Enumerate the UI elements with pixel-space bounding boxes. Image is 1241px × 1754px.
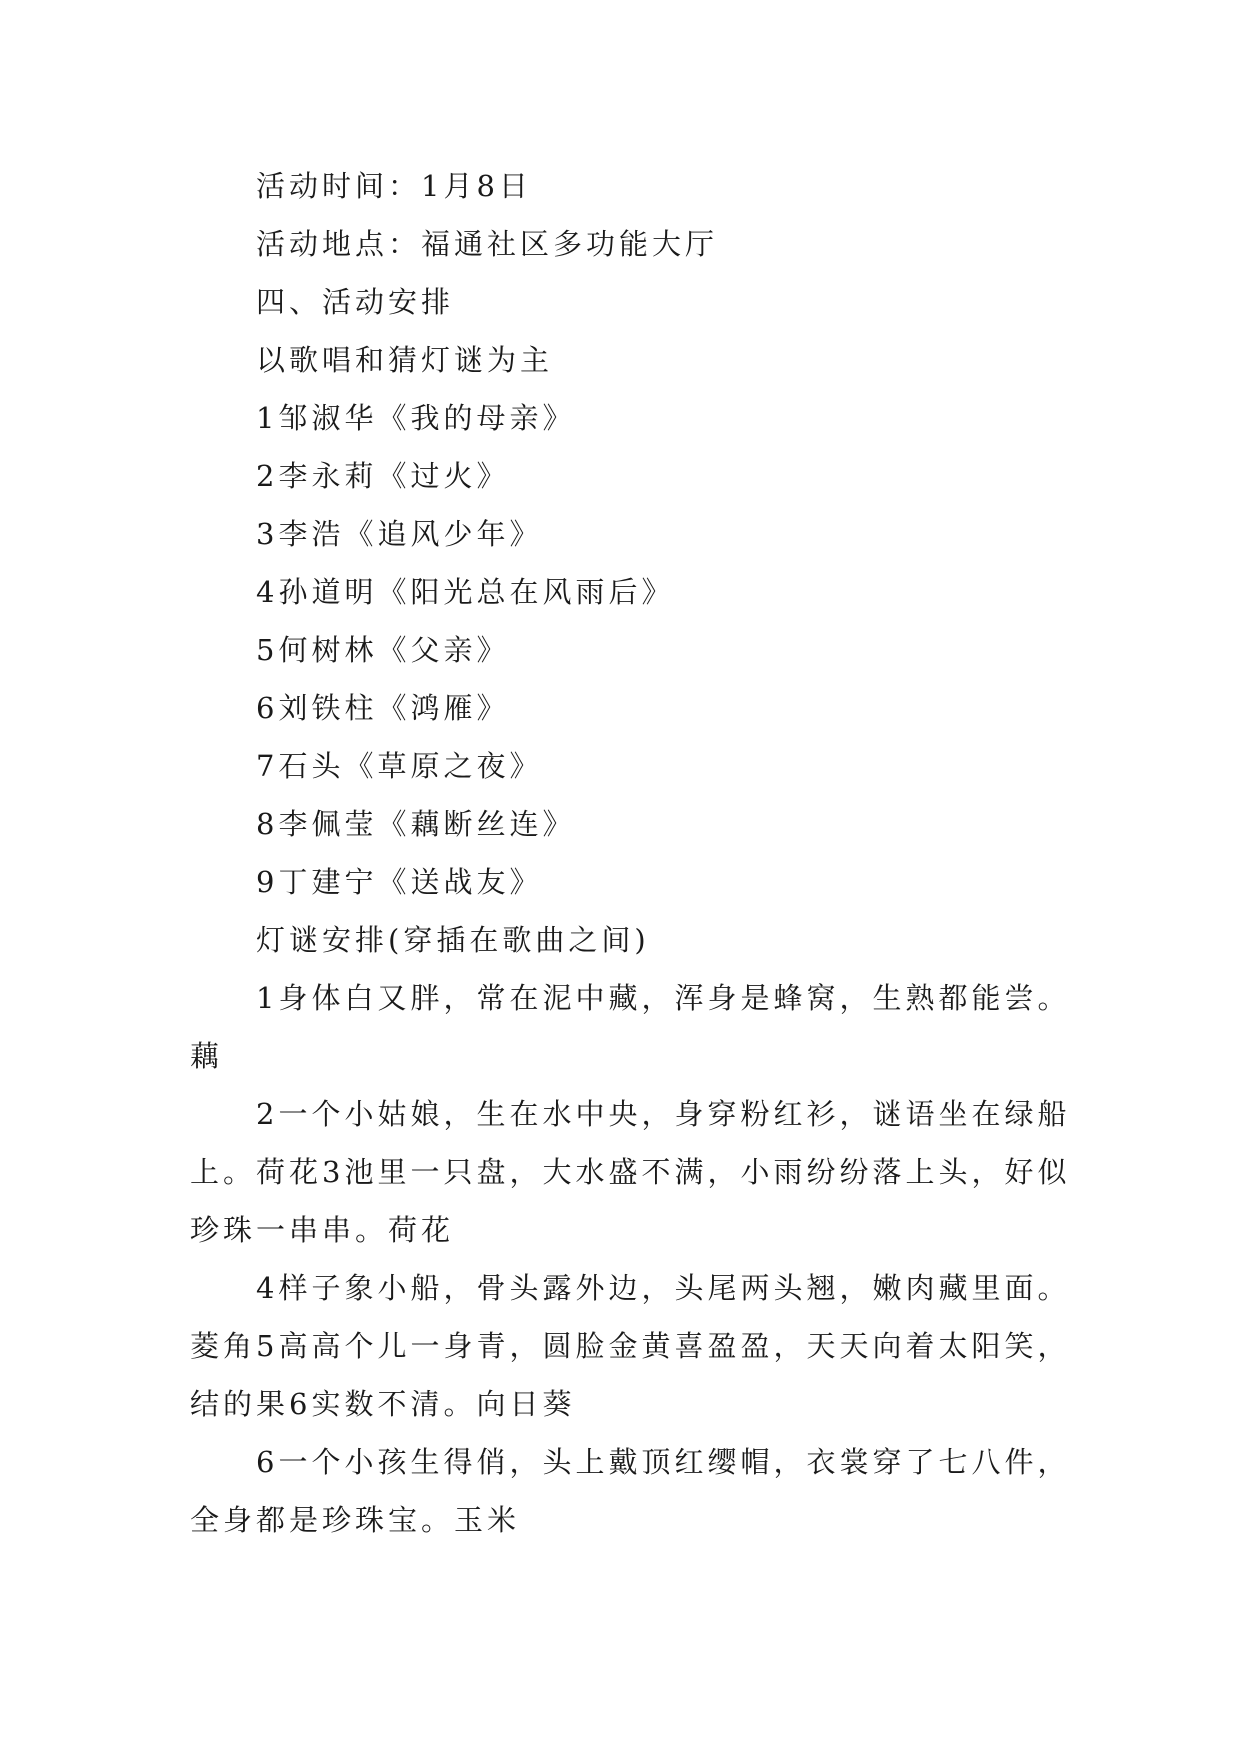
riddle-paragraph: 6一个小孩生得俏，头上戴顶红缨帽，衣裳穿了七八件，全身都是珍珠宝。玉米 [190, 1445, 1071, 1537]
song-item: 4孙道明《阳光总在风雨后》 [256, 575, 675, 609]
song-item: 5何树林《父亲》 [256, 633, 510, 667]
song-item: 8李佩莹《藕断丝连》 [256, 807, 576, 841]
riddle-paragraph: 2一个小姑娘，生在水中央，身穿粉红衫，谜语坐在绿船上。荷花3池里一只盘，大水盛不满，小雨纷纷落上头，好似珍珠一串串。荷花 [190, 1097, 1071, 1247]
document-body [190, 157, 1080, 1549]
song-item: 6刘铁柱《鸿雁》 [256, 691, 510, 725]
paragraph-main-theme: 以歌唱和猜灯谜为主 [256, 343, 554, 377]
paragraph-activity-time: 活动时间：1月8日 [256, 169, 532, 203]
section-heading-arrangement: 四、活动安排 [256, 285, 455, 319]
song-item: 1邹淑华《我的母亲》 [256, 401, 576, 435]
riddle-paragraph: 1身体白又胖，常在泥中藏，浑身是蜂窝，生熟都能尝。藕 [190, 981, 1071, 1073]
song-item: 3李浩《追风少年》 [256, 517, 543, 551]
song-item: 9丁建宁《送战友》 [256, 865, 543, 899]
riddle-paragraph: 4样子象小船，骨头露外边，头尾两头翘，嫩肉藏里面。菱角5高高个儿一身青，圆脸金黄喜盈盈，天天向着太阳笑，结的果6实数不清。向日葵 [190, 1271, 1071, 1421]
paragraph-activity-location: 活动地点：福通社区多功能大厅 [256, 227, 719, 261]
song-item: 2李永莉《过火》 [256, 459, 510, 493]
song-item: 7石头《草原之夜》 [256, 749, 543, 783]
riddle-section-heading: 灯谜安排(穿插在歌曲之间) [256, 923, 650, 957]
